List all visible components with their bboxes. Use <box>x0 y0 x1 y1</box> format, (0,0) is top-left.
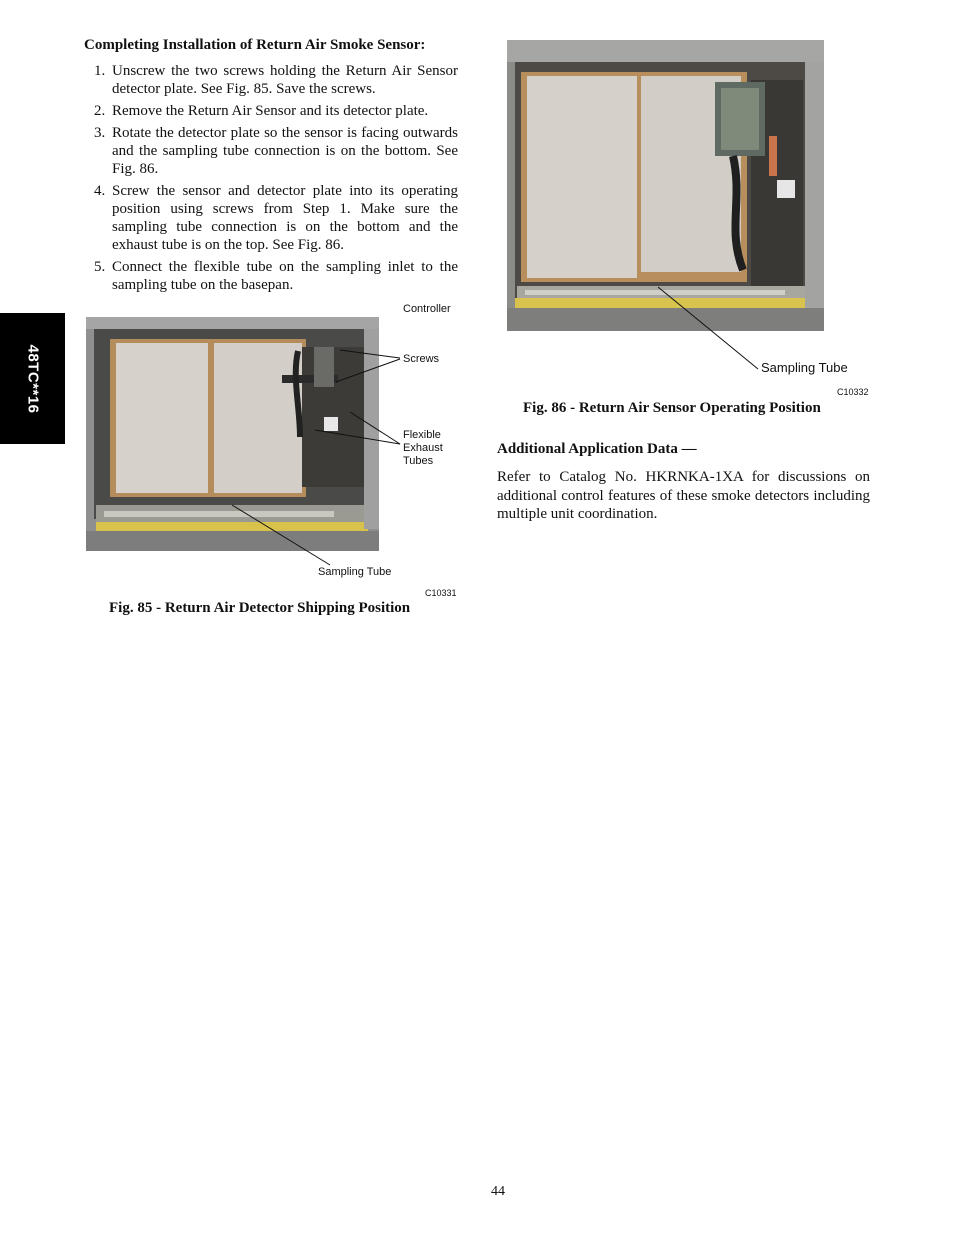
fig85-caption: Fig. 85 - Return Air Detector Shipping Position <box>109 600 411 616</box>
list-item: 3. Rotate the detector plate so the sensor is facing outwards and the sampling tube connection is on the bottom. See Fig. 86. <box>94 125 458 177</box>
list-item: 1. Unscrew the two screws holding the Return Air Sensor detector plate. See Fig. 85. Save the screws. <box>94 63 458 97</box>
callout-sampling-tube-85: Sampling Tube <box>318 566 392 578</box>
additional-data-heading: Additional Application Data — <box>497 441 697 457</box>
steps-list <box>84 62 458 298</box>
callout-sampling-tube-86: Sampling Tube <box>761 360 848 375</box>
fig85-photo <box>86 317 379 551</box>
list-item: 5. Connect the flexible tube on the sampling inlet to the sampling tube on the basepan. <box>94 259 458 293</box>
page-number: 44 <box>491 1184 505 1199</box>
additional-data-paragraph: Refer to Catalog No. HKRNKA-1XA for discussions on additional control features of these smoke detectors including multiple unit coordination. <box>497 469 870 522</box>
figure-code-86: C10332 <box>837 387 869 397</box>
callout-screws: Screws <box>403 353 440 365</box>
list-item: 2. Remove the Return Air Sensor and its detector plate. <box>94 103 429 119</box>
callout-controller: Controller <box>403 303 451 315</box>
figure-code-85: C10331 <box>425 588 457 598</box>
fig86-photo <box>507 40 824 331</box>
callout-flexible-exhaust-tubes: Flexible Exhaust Tubes <box>403 429 443 467</box>
section-heading: Completing Installation of Return Air Smoke Sensor: <box>84 37 426 53</box>
fig86-caption: Fig. 86 - Return Air Sensor Operating Position <box>523 400 821 416</box>
side-tab-label: 48TC**16 <box>24 343 41 414</box>
list-item: 4. Screw the sensor and detector plate into its operating position using screws from Step 1. Make sure the sampling tube connection is on the bottom and the exhaust tube is on the top. See Fig. 86. <box>94 183 458 253</box>
side-tab <box>0 313 65 444</box>
